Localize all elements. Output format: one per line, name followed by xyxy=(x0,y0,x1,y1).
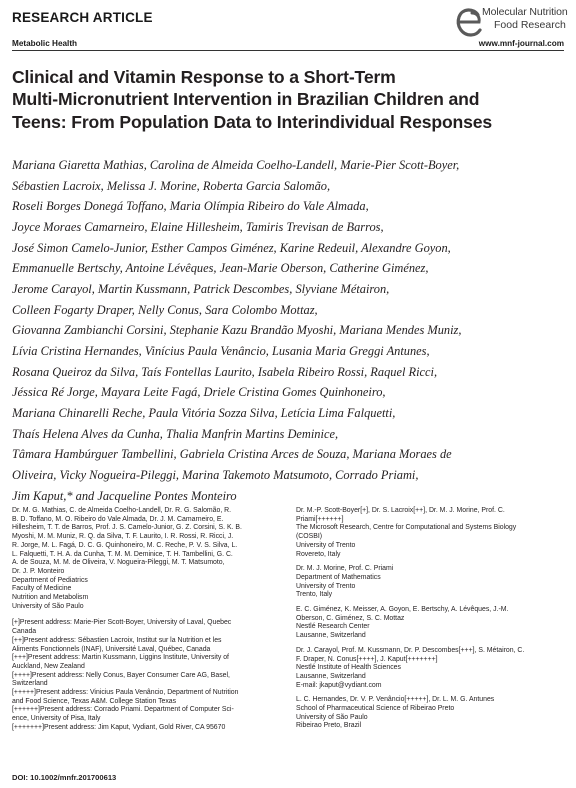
article-doi[interactable]: DOI: 10.1002/mnfr.201700613 xyxy=(12,773,117,782)
present-address-line: [++++]Present address: Nelly Conus, Bayer Consumer Care AG, Basel, xyxy=(12,671,230,679)
affiliation-block xyxy=(12,507,280,611)
present-address-note xyxy=(12,724,280,733)
affiliation-line: University of Trento xyxy=(296,582,356,590)
affiliation-line: L. C. Hernandes, Dr. V. P. Venâncio[+++++], Dr. L. M. G. Antunes xyxy=(296,696,495,704)
present-address-line: [++++++]Present address: Corrado Priami. Department of Computer Sci- xyxy=(12,706,234,714)
author-line: Tâmara Hambúrguer Tambellini, Gabriela Cristina Arces de Souza, Mariana Moraes de xyxy=(12,447,452,462)
affiliation-line: Myoshi, M. M. Muniz, R. Q. da Silva, T. F. Laurito, I. R. Rossi, R. Ricci, J. xyxy=(12,533,234,541)
author-line: Emmanuelle Bertschy, Antoine Lévêques, Jean-Marie Oberson, Catherine Giménez, xyxy=(12,261,429,276)
affiliation-line: Oberson, C. Giménez, S. C. Mottaz xyxy=(296,614,405,622)
title-line: Teens: From Population Data to Interindividual Responses xyxy=(12,111,493,132)
affiliation-line: R. Jorge, M. L. Fagá, D. C. G. Quinhoneiro, M. C. Reche, P. V. S. Silva, L. xyxy=(12,541,238,549)
author-line: Giovanna Zambianchi Corsini, Stephanie Kazu Brandão Myoshi, Mariana Mendes Muniz, xyxy=(12,323,462,338)
affiliation-line: Dr. J. Carayol, Prof. M. Kussmann, Dr. P. Descombes[+++], S. Métairon, C. xyxy=(296,646,525,654)
affiliation-block xyxy=(296,647,564,691)
affiliation-line: Nestlé Research Center xyxy=(296,623,370,631)
journal-logo xyxy=(452,3,568,43)
author-line: Jerome Carayol, Martin Kussmann, Patrick Descombes, Slyviane Métairon, xyxy=(12,281,390,296)
present-address-line: Switzerland xyxy=(12,680,48,688)
affiliation-block xyxy=(296,565,564,600)
present-address-line: [+++++]Present address: Vinicius Paula Venâncio, Department of Nutrition xyxy=(12,689,239,697)
affiliation-line: A. de Souza, M. M. de Oliveira, V. Nogueira-Pileggi, M. T. Matsumoto, xyxy=(12,559,225,567)
affiliation-line: Department of Pediatrics xyxy=(12,576,88,584)
affiliation-line: E. C. Giménez, K. Meisser, A. Goyon, E. Bertschy, A. Lévêques, J.-M. xyxy=(296,606,509,614)
author-line: Mariana Giaretta Mathias, Carolina de Almeida Coelho-Landell, Marie-Pier Scott-Boyer, xyxy=(12,158,460,172)
affiliation-line: Dr. M. J. Morine, Prof. C. Priami xyxy=(296,565,394,573)
affiliation-line: Dr. M. G. Mathias, C. de Almeida Coelho-Landell, Dr. R. G. Salomão, R. xyxy=(12,507,232,514)
present-address-line: [++]Present address: Sébastien Lacroix, Institut sur la Nutrition et les xyxy=(12,636,222,644)
journal-e-logo-icon xyxy=(454,5,484,39)
present-address-line: [+++]Present address: Martin Kussmann, Liggins Institute, University of xyxy=(12,654,229,662)
affiliation-block xyxy=(296,606,564,641)
affiliation-line: Ribeirao Preto, Brazil xyxy=(296,722,362,730)
author-line: Oliveira, Vicky Nogueira-Pileggi, Marina Takemoto Matsumoto, Corrado Priami, xyxy=(12,467,419,482)
title-line: Multi-Micronutrient Intervention in Brazilian Children and xyxy=(12,89,480,110)
author-line: Joyce Moraes Camarneiro, Elaine Hillesheim, Tamiris Trevisan de Barros, xyxy=(12,219,384,234)
present-address-note xyxy=(12,706,280,723)
present-address-line: [+]Present address: Marie-Pier Scott-Boyer, University of Laval, Quebec xyxy=(12,619,232,627)
author-line: Mariana Chinarelli Reche, Paula Vitória Sozza Silva, Letícia Lima Falquetti, xyxy=(12,405,396,420)
affiliation-line: School of Pharmaceutical Science of Ribeirao Preto xyxy=(296,705,455,713)
author-line: Roseli Borges Donegá Toffano, Maria Olímpia Ribeiro do Vale Almada, xyxy=(12,199,369,214)
present-address-note xyxy=(12,689,280,706)
affiliation-line: Lausanne, Switzerland xyxy=(296,632,366,640)
affiliation-line: Hillesheim, T. T. de Barros, Prof. J. S. Camelo-Junior, G. Z. Corsini, S. K. B. xyxy=(12,524,242,532)
contact-email[interactable]: E-mail: jkaput@vydiant.com xyxy=(296,681,382,689)
affiliation-line: Lausanne, Switzerland xyxy=(296,672,366,680)
affiliation-block xyxy=(296,507,564,559)
affiliation-line: The Microsoft Research, Centre for Computational and Systems Biology xyxy=(296,524,517,532)
header-divider xyxy=(12,50,564,51)
journal-url: www.mnf-journal.com xyxy=(478,39,564,48)
present-address-note xyxy=(12,654,280,671)
present-address-line: Aliments Fonctionnels (INAF), Université Laval, Québec, Canada xyxy=(12,645,211,653)
author-line: Rosana Queiroz da Silva, Taís Fontellas Laurito, Isabela Ribeiro Rossi, Raquel Ricci, xyxy=(12,364,438,379)
present-address-note xyxy=(12,637,280,654)
affiliation-line: Nestlé Institute of Health Sciences xyxy=(296,664,401,672)
affiliation-line: University of São Paulo xyxy=(12,602,84,610)
affiliation-line: Dr. J. P. Monteiro xyxy=(12,567,65,575)
author-line: Jéssica Ré Jorge, Mayara Leite Fagá, Driele Cristina Gomes Quinhoneiro, xyxy=(12,385,386,400)
author-line: José Simon Camelo-Junior, Esther Campos Giménez, Karine Redeuil, Alexandre Goyon, xyxy=(12,240,451,255)
author-line: Colleen Fogarty Draper, Nelly Conus, Sara Colombo Mottaz, xyxy=(12,302,318,317)
journal-name-line2: Food Research xyxy=(494,19,566,31)
affiliation-line: L. Falquetti, T. H. A. da Cunha, T. M. M. Deminice, T. H. Tambellini, G. C. xyxy=(12,550,233,558)
affiliation-line: (COSBI) xyxy=(296,533,323,541)
affiliations-right-column xyxy=(296,507,564,731)
affiliation-line: Rovereto, Italy xyxy=(296,550,341,558)
author-line: Lívia Cristina Hernandes, Vinícius Paula Venâncio, Lusania Maria Greggi Antunes, xyxy=(12,343,430,358)
article-type-label: RESEARCH ARTICLE xyxy=(12,10,153,25)
affiliation-line: Department of Mathematics xyxy=(296,573,381,581)
present-address-note xyxy=(12,672,280,689)
article-category: Metabolic Health xyxy=(12,39,78,48)
affiliations-left-column xyxy=(12,507,280,733)
author-line: Thaís Helena Alves da Cunha, Thalia Manfrin Martins Deminice, xyxy=(12,426,339,441)
affiliation-line: University of São Paulo xyxy=(296,713,368,721)
author-list xyxy=(12,155,566,506)
affiliation-line: B. D. Toffano, M. O. Ribeiro do Vale Almada, Dr. J. M. Camarneiro, E. xyxy=(12,515,224,523)
present-address-line: Auckland, New Zealand xyxy=(12,662,85,670)
affiliation-line: Trento, Italy xyxy=(296,591,333,599)
title-line: Clinical and Vitamin Response to a Short-Term xyxy=(12,67,396,87)
article-title xyxy=(12,66,564,133)
affiliation-line: Nutrition and Metabolism xyxy=(12,594,89,602)
present-address-line: ence, University of Pisa, Italy xyxy=(12,715,101,723)
affiliation-line: F. Draper, N. Conus[++++], J. Kaput[+++++++] xyxy=(296,655,438,663)
affiliation-line: Dr. M.-P. Scott-Boyer[+], Dr. S. Lacroix[++], Dr. M. J. Morine, Prof. C. xyxy=(296,507,505,514)
affiliation-line: University of Trento xyxy=(296,541,356,549)
journal-name-line1: Molecular Nutrition xyxy=(482,6,568,18)
present-address-line: Canada xyxy=(12,628,37,636)
affiliation-line: Priami[++++++] xyxy=(296,515,344,523)
affiliation-line: Faculty of Medicine xyxy=(12,585,72,593)
author-line: Jim Kaput,* and Jacqueline Pontes Monteiro xyxy=(12,488,237,503)
present-address-line: [+++++++]Present address: Jim Kaput, Vydiant, Gold River, CA 95670 xyxy=(12,723,226,731)
present-address-note xyxy=(12,619,280,636)
author-line: Sébastien Lacroix, Melissa J. Morine, Roberta Garcia Salomão, xyxy=(12,178,331,193)
affiliation-block xyxy=(296,696,564,731)
present-address-line: and Food Science, Texas A&M. College Station Texas xyxy=(12,697,177,705)
